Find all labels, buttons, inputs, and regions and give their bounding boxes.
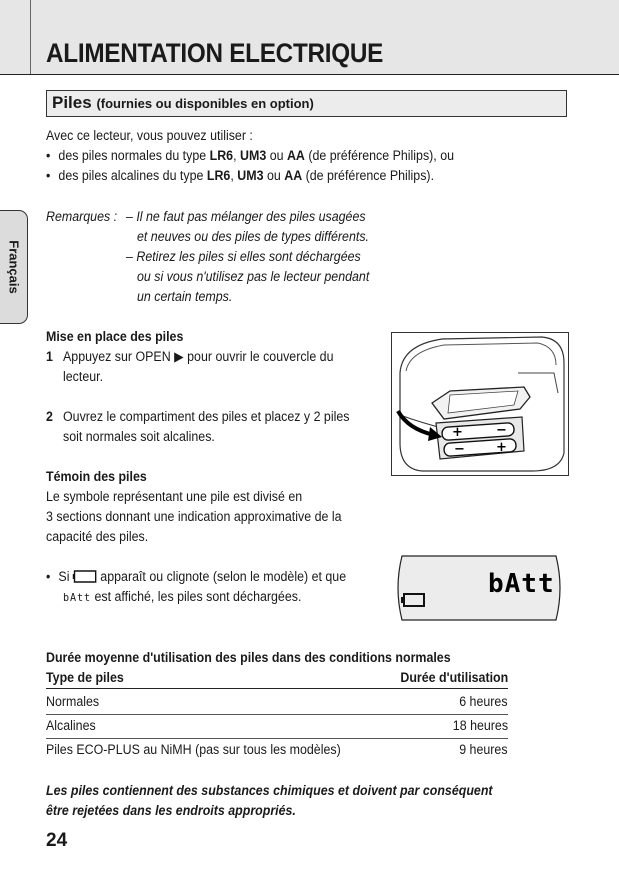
bullet-dot: • [46, 148, 51, 163]
bullet-dot: • [46, 168, 51, 183]
table-cell-type: Piles ECO-PLUS au NiMH (pas sur tous les modèles) [46, 742, 341, 757]
step-text: lecteur. [63, 369, 104, 384]
minus-sign: − [454, 442, 465, 457]
section-subheading: (fournies ou disponibles en option) [96, 96, 314, 111]
lcd-batt-text: bAtt [488, 569, 555, 599]
lcd-display-illustration [392, 552, 566, 624]
table-cell-type: Normales [46, 694, 100, 709]
step-text: Ouvrez le compartiment des piles et placez y 2 piles [63, 409, 350, 424]
remark-line: un certain temps. [137, 289, 233, 304]
battery-compartment-drawing [392, 333, 568, 475]
table-cell-type: Alcalines [46, 718, 96, 733]
table-cell-duration: 6 heures [459, 694, 508, 709]
battery-icon [73, 570, 97, 583]
intro-bullet-1: • des piles normales du type LR6, UM3 ou AA (de préférence Philips), ou [46, 148, 455, 163]
page-title: ALIMENTATION ELECTRIQUE [46, 38, 384, 68]
table-caption: Durée moyenne d'utilisation des piles dans des conditions normales [46, 650, 451, 665]
plus-sign: + [452, 425, 463, 440]
section-heading-main: Piles [52, 93, 92, 112]
indicator-bullet-line-2: bAtt est affiché, les piles sont déchargées. [63, 589, 302, 604]
section-heading [52, 93, 314, 113]
table-header-type: Type de piles [46, 670, 124, 685]
indicator-bullet-line-1: • Si apparaît ou clignote (selon le modèle) et que [46, 569, 347, 584]
intro-lead: Avec ce lecteur, vous pouvez utiliser : [46, 128, 253, 143]
warning-line: être rejetées dans les endroits appropriés. [46, 803, 296, 818]
remark-line: – Retirez les piles si elles sont déchargées [126, 249, 361, 264]
table-rule [46, 714, 508, 715]
warning-line: Les piles contiennent des substances chimiques et doivent par conséquent [46, 783, 493, 798]
table-rule [46, 738, 508, 739]
header-divider [30, 0, 31, 74]
minus-sign: − [496, 423, 507, 438]
battery-compartment-illustration [391, 332, 569, 476]
indicator-heading: Témoin des piles [46, 469, 147, 484]
remark-line: et neuves ou des piles de types différents. [137, 229, 369, 244]
language-tab-label: Français [6, 240, 21, 294]
page-number: 24 [46, 830, 68, 851]
plus-sign: + [496, 440, 507, 455]
table-cell-duration: 18 heures [452, 718, 508, 733]
table-header-duration: Durée d'utilisation [400, 670, 508, 685]
step-text: Appuyez sur OPEN ▶ pour ouvrir le couvercle du [63, 349, 334, 364]
table-rule [46, 688, 508, 689]
installation-heading: Mise en place des piles [46, 329, 184, 344]
lcd-display-drawing [392, 552, 566, 624]
indicator-text: capacité des piles. [46, 529, 149, 544]
step-number: 1 [46, 349, 53, 364]
bullet-dot: • [46, 569, 51, 584]
remark-line: – Il ne faut pas mélanger des piles usagées [126, 209, 366, 224]
indicator-text: 3 sections donnant une indication approximative de la [46, 509, 342, 524]
lcd-batt-word: bAtt [63, 591, 92, 604]
step-number: 2 [46, 409, 53, 424]
language-tab [0, 210, 28, 324]
step-text: soit normales soit alcalines. [63, 429, 215, 444]
intro-bullet-2: • des piles alcalines du type LR6, UM3 ou AA (de préférence Philips). [46, 168, 435, 183]
remark-line: ou si vous n'utilisez pas le lecteur pendant [137, 269, 370, 284]
section-heading-box [46, 90, 567, 117]
remarks-label: Remarques : [46, 209, 118, 224]
indicator-text: Le symbole représentant une pile est divisé en [46, 489, 303, 504]
table-cell-duration: 9 heures [459, 742, 508, 757]
